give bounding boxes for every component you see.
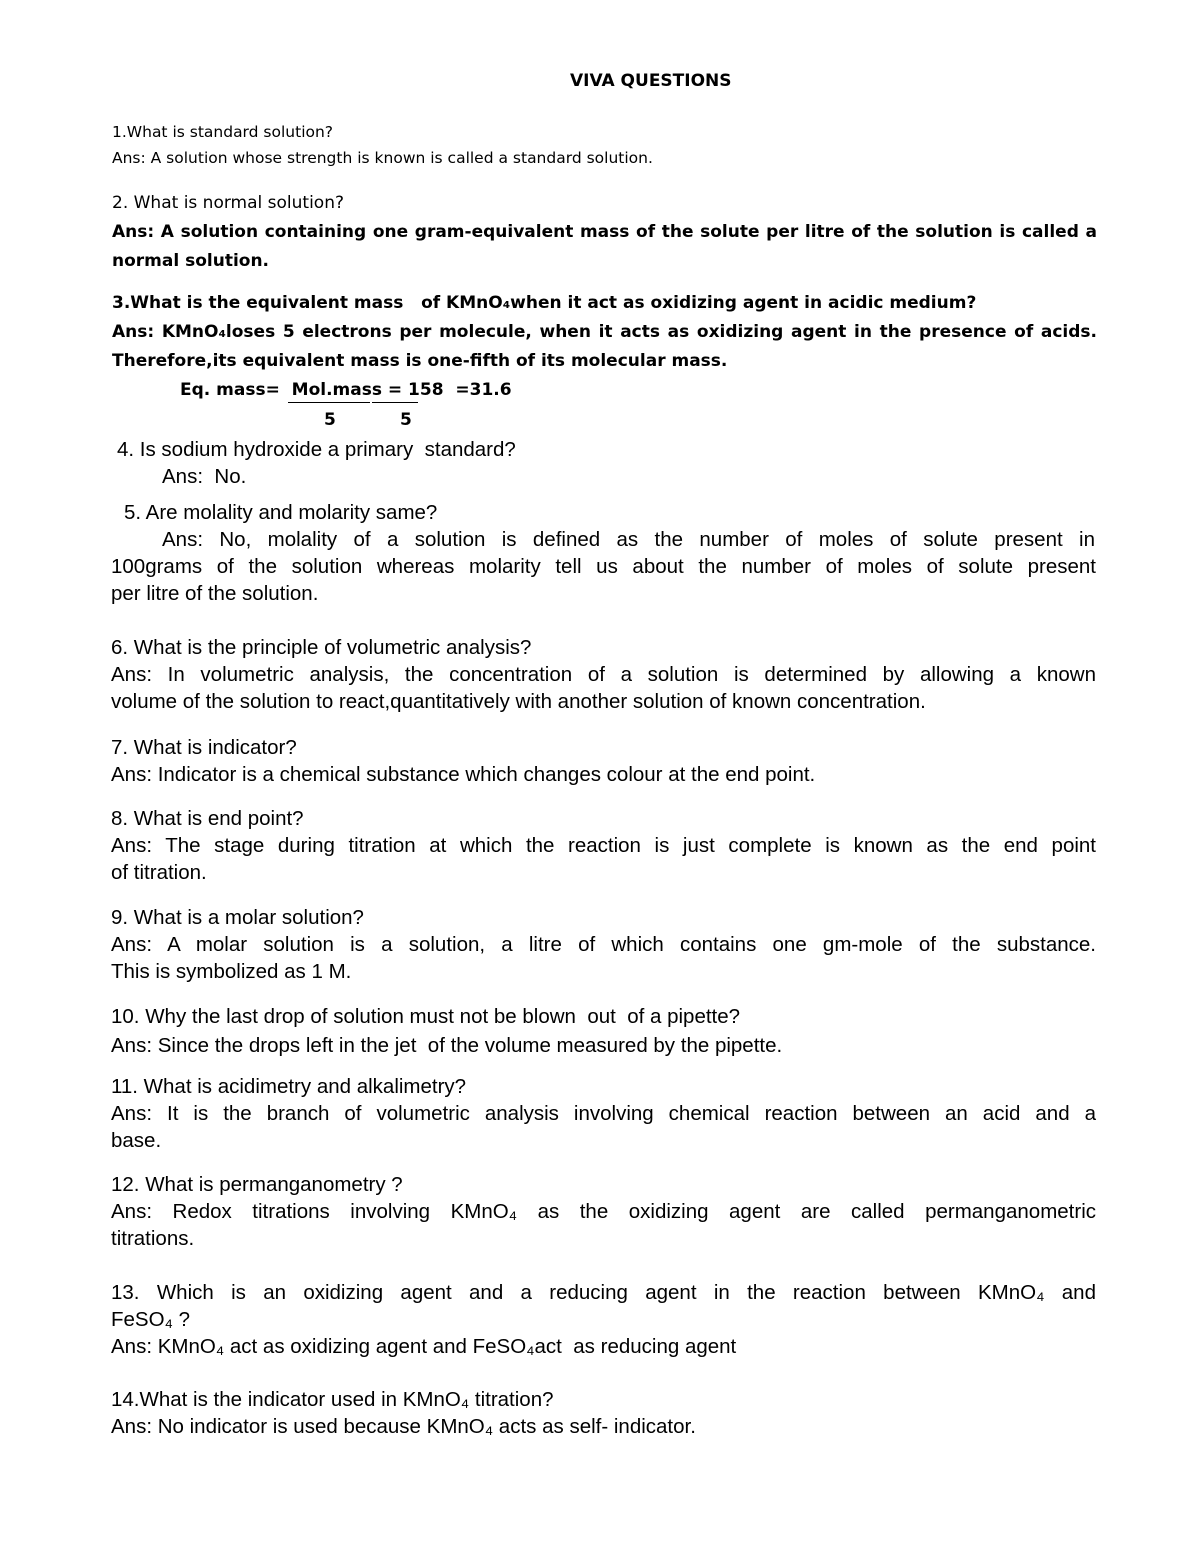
answer-13: Ans: KMnO₄ act as oxidizing agent and FeSO₄act as reducing agent [111, 1335, 737, 1358]
question-2: 2. What is normal solution? [112, 193, 344, 213]
answer-8-line-2: of titration. [111, 861, 207, 884]
answer-5-line-2: 100grams of the solution whereas molarity tell us about the number of moles of solute present [111, 555, 1096, 578]
fraction-bar-1 [288, 402, 370, 403]
question-1: 1.What is standard solution? [112, 123, 334, 141]
answer-5-line-1: Ans: No, molality of a solution is defined as the number of moles of solute present in [162, 528, 1095, 551]
answer-4: Ans: No. [162, 465, 247, 488]
answer-8-line-1: Ans: The stage during titration at which the reaction is just complete is known as the end point [111, 834, 1096, 857]
answer-2-line-2: normal solution. [112, 251, 270, 271]
answer-3-line-1: Ans: KMnO₄loses 5 electrons per molecule, when it acts as oxidizing agent in the presence of acids. [112, 322, 1097, 342]
denominator-2: 5 [400, 410, 412, 430]
answer-10: Ans: Since the drops left in the jet of the volume measured by the pipette. [111, 1034, 783, 1057]
answer-6-line-1: Ans: In volumetric analysis, the concentration of a solution is determined by allowing a known [111, 663, 1096, 686]
question-3: 3.What is the equivalent mass of KMnO₄when it act as oxidizing agent in acidic medium? [112, 293, 977, 313]
answer-9-line-2: This is symbolized as 1 M. [111, 960, 352, 983]
question-12: 12. What is permanganometry ? [111, 1173, 403, 1196]
answer-7: Ans: Indicator is a chemical substance which changes colour at the end point. [111, 763, 816, 786]
question-13-line-1: 13. Which is an oxidizing agent and a reducing agent in the reaction between KMnO₄ and [111, 1281, 1096, 1304]
answer-5-line-3: per litre of the solution. [111, 582, 319, 605]
question-13-line-2: FeSO₄ ? [111, 1308, 191, 1331]
answer-6-line-2: volume of the solution to react,quantitatively with another solution of known concentration. [111, 690, 926, 713]
question-11: 11. What is acidimetry and alkalimetry? [111, 1075, 467, 1098]
denominator-1: 5 [324, 410, 336, 430]
question-7: 7. What is indicator? [111, 736, 297, 759]
question-5: 5. Are molality and molarity same? [124, 501, 438, 524]
equivalent-mass-equation: Eq. mass= Mol.mass = 158 =31.6 [180, 380, 512, 400]
question-9: 9. What is a molar solution? [111, 906, 364, 929]
fraction-bar-2 [372, 402, 418, 403]
answer-11-line-1: Ans: It is the branch of volumetric analysis involving chemical reaction between an acid and a [111, 1102, 1096, 1125]
answer-12-line-1: Ans: Redox titrations involving KMnO₄ as the oxidizing agent are called permanganometric [111, 1200, 1096, 1223]
answer-1: Ans: A solution whose strength is known is called a standard solution. [112, 149, 653, 167]
answer-11-line-2: base. [111, 1129, 162, 1152]
question-8: 8. What is end point? [111, 807, 304, 830]
page-title: VIVA QUESTIONS [570, 71, 732, 91]
answer-9-line-1: Ans: A molar solution is a solution, a litre of which contains one gm-mole of the substance. [111, 933, 1096, 956]
answer-14: Ans: No indicator is used because KMnO₄ acts as self- indicator. [111, 1415, 696, 1438]
answer-3-line-2: Therefore,its equivalent mass is one-fifth of its molecular mass. [112, 351, 728, 371]
question-4: 4. Is sodium hydroxide a primary standard? [117, 438, 516, 461]
question-6: 6. What is the principle of volumetric analysis? [111, 636, 532, 659]
question-10: 10. Why the last drop of solution must not be blown out of a pipette? [111, 1005, 741, 1028]
question-14: 14.What is the indicator used in KMnO₄ titration? [111, 1388, 554, 1411]
answer-2-line-1: Ans: A solution containing one gram-equivalent mass of the solute per litre of the solution is called a [112, 222, 1097, 242]
answer-12-line-2: titrations. [111, 1227, 195, 1250]
